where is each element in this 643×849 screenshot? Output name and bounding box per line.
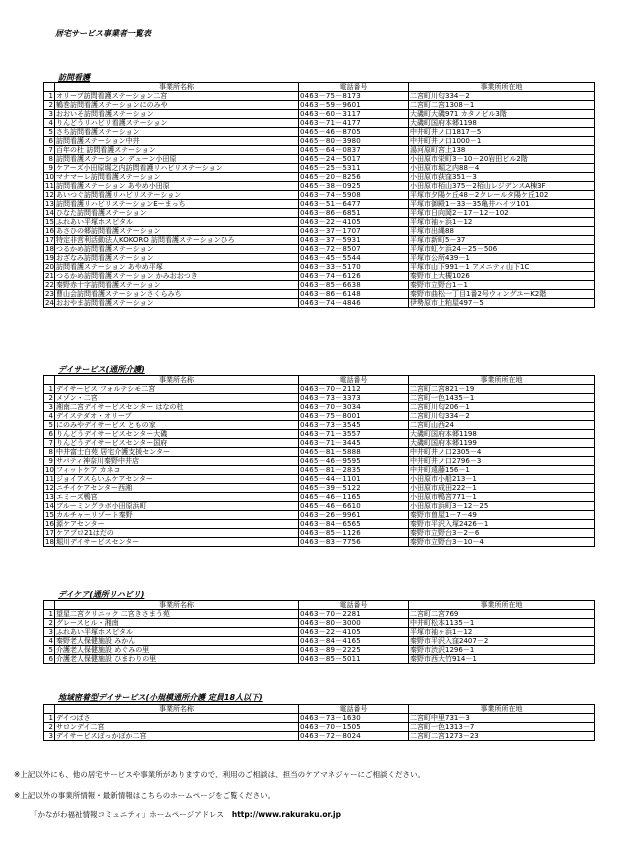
table-row: [44, 619, 595, 628]
table-row: [44, 191, 595, 200]
facility-name: サバティ神奈川秦野中井店: [55, 457, 299, 466]
site-label: 「かながわ福祉情報コミュニティ」ホームページアドレス: [30, 810, 224, 819]
row-number: 2: [44, 394, 55, 403]
table-row: [44, 493, 595, 502]
phone-number: 0465－46－9595: [299, 457, 409, 466]
phone-number: 0463－72－8507: [299, 245, 409, 254]
row-number: 20: [45, 263, 54, 271]
facility-address: 中井町松本1135－1: [409, 619, 595, 628]
facility-name: りんどうリハビリ看護ステーション: [55, 119, 299, 128]
header-address: 事業所所在地: [409, 83, 595, 92]
row-number: 10: [45, 466, 54, 474]
row-number: 19: [45, 254, 54, 262]
phone-number: 0463－85－6638: [299, 281, 409, 290]
facility-address: 小田原市成田222－1: [409, 484, 595, 493]
row-number: 9: [44, 164, 55, 173]
facility-name: カルチャーリゾート秦野: [55, 511, 299, 520]
table-row: [44, 502, 595, 511]
phone-number: 0463－72－8024: [299, 732, 409, 741]
row-number: 14: [45, 209, 54, 217]
facility-address: 中井町井ノ口1000－1: [409, 137, 595, 146]
table-row: [44, 520, 595, 529]
phone-number: 0465－81－5888: [299, 448, 409, 457]
table-row: [44, 281, 595, 290]
phone-number: 0463－74－6126: [299, 272, 409, 281]
table-row: [44, 155, 595, 164]
facility-name: フィットケア カネコ: [55, 466, 299, 475]
table-row: [44, 628, 595, 637]
table-row: [44, 610, 595, 619]
facility-name: ブルーミングラボ小田原浜町: [55, 502, 299, 511]
facility-address: 秦野市平沢入窪2407－2: [409, 637, 595, 646]
table-row: [44, 110, 595, 119]
header-number: [44, 601, 55, 610]
row-number: 1: [44, 92, 55, 101]
row-number: 4: [44, 637, 55, 646]
facility-name: 鶴巻訪問看護ステーションにのみや: [55, 101, 299, 110]
facility-name: おおやま訪問看護ステーション: [55, 299, 299, 308]
facility-address: 湯河原町宮上138: [409, 146, 595, 155]
row-number: 12: [45, 191, 54, 199]
facility-address: 二宮町川匂334－2: [409, 412, 595, 421]
phone-number: 0465－64－0837: [299, 146, 409, 155]
phone-number: 0463－59－9601: [299, 101, 409, 110]
row-number: 11: [45, 182, 54, 190]
table-row: [44, 646, 595, 655]
row-number: 16: [45, 520, 54, 528]
table-header-row: [44, 83, 595, 92]
phone-number: 0463－73－3373: [299, 394, 409, 403]
facility-name: 中井富士白苑 居宅介護支援センター: [55, 448, 299, 457]
facility-address: 二宮町川匂334－2: [409, 92, 595, 101]
facility-name: 訪問看護リハビリステーションEーまっち: [55, 200, 299, 209]
table-row: [44, 511, 595, 520]
table-row: [44, 164, 595, 173]
table-home-nursing: [43, 82, 595, 308]
facility-name: 秦野赤十字訪問看護ステーション: [55, 281, 299, 290]
row-number: 13: [45, 493, 54, 501]
phone-number: 0463－73－3545: [299, 421, 409, 430]
row-number: 22: [45, 281, 54, 289]
phone-number: 0463－83－7756: [299, 538, 409, 547]
row-number: 4: [44, 119, 55, 128]
table-row: [44, 227, 595, 236]
facility-address: 平塚市御殿1－33－35亀井ハイツ101: [409, 200, 595, 209]
header-name: 事業所名称: [55, 376, 299, 385]
site-url-link[interactable]: http://www.rakuraku.or.jp: [231, 810, 341, 819]
facility-name: ふれあい平塚ホスピタル: [55, 628, 299, 637]
row-number: 2: [44, 619, 55, 628]
facility-address: 秦野市立野台3－10－4: [409, 538, 595, 547]
table-row: [44, 263, 595, 272]
phone-number: 0465－25－5311: [299, 164, 409, 173]
facility-name: デイサービス フォルテシモ二宮: [55, 385, 299, 394]
table-row: [44, 714, 595, 723]
facility-name: おおいそ訪問看護ステーション: [55, 110, 299, 119]
facility-address: 小田原市小船213－1: [409, 475, 595, 484]
header-tel: 電話番号: [299, 705, 409, 714]
phone-number: 0463－60－3117: [299, 110, 409, 119]
table-row: [44, 218, 595, 227]
row-number: 5: [44, 646, 55, 655]
facility-address: 二宮町二宮821－19: [409, 385, 595, 394]
phone-number: 0463－84－4165: [299, 637, 409, 646]
row-number: 8: [44, 448, 55, 457]
phone-number: 0463－71－3445: [299, 439, 409, 448]
facility-address: 平塚市日向岡2－17－12－102: [409, 209, 595, 218]
facility-address: 平塚市新町5－37: [409, 236, 595, 245]
row-number: 10: [45, 173, 54, 181]
row-number: 24: [45, 299, 54, 307]
row-number: 17: [45, 236, 54, 244]
facility-address: 二宮町中里731－3: [409, 714, 595, 723]
phone-number: 0465－80－3980: [299, 137, 409, 146]
facility-name: 堀川デイサービスセンター: [55, 538, 299, 547]
phone-number: 0465－39－5122: [299, 484, 409, 493]
header-tel: 電話番号: [299, 83, 409, 92]
facility-address: 平塚市袖ヶ浜1－12: [409, 628, 595, 637]
facility-name: 湘南二宮デイサービスセンター はなの杜: [55, 403, 299, 412]
facility-name: マナマーレ訪問看護ステーション: [55, 173, 299, 182]
row-number: 2: [44, 723, 55, 732]
facility-address: 小田原市鴨宮771－1: [409, 493, 595, 502]
facility-name: メゾン・二宮: [55, 394, 299, 403]
phone-number: 0463－70－1505: [299, 723, 409, 732]
phone-number: 0463－37－1707: [299, 227, 409, 236]
table-row: [44, 92, 595, 101]
row-number: 2: [44, 101, 55, 110]
row-number: 7: [44, 146, 55, 155]
phone-number: 0465－46－6610: [299, 502, 409, 511]
phone-number: 0463－86－6148: [299, 290, 409, 299]
facility-name: にのみやデイサービス ともの家: [55, 421, 299, 430]
facility-name: 訪問看護ステーション デューン小田原: [55, 155, 299, 164]
phone-number: 0463－89－2225: [299, 646, 409, 655]
table-row: [44, 394, 595, 403]
row-number: 16: [45, 227, 54, 235]
table-row: [44, 466, 595, 475]
facility-name: グレースヒル・湘南: [55, 619, 299, 628]
facility-name: あさひの郷訪問看護ステーション: [55, 227, 299, 236]
header-name: 事業所名称: [55, 83, 299, 92]
header-number: [44, 705, 55, 714]
facility-address: 大磯町国府本郷1199: [409, 439, 595, 448]
row-number: 21: [45, 272, 54, 280]
facility-name: デイサービスぽっかぽか二宮: [55, 732, 299, 741]
table-row: [44, 538, 595, 547]
row-number: 5: [44, 128, 55, 137]
table-row: [44, 119, 595, 128]
phone-number: 0463－73－1630: [299, 714, 409, 723]
facility-address: 中井町井ノ口1817－5: [409, 128, 595, 137]
facility-address: 二宮町二宮1308－1: [409, 101, 595, 110]
header-number: [44, 376, 55, 385]
phone-number: 0465－20－8256: [299, 173, 409, 182]
row-number: 6: [44, 430, 55, 439]
table-row: [44, 173, 595, 182]
facility-address: 秦野市曲松一丁目1番2号ウィングユーK2階: [409, 290, 595, 299]
note-website: [30, 809, 341, 820]
row-number: 3: [44, 732, 55, 741]
row-number: 1: [44, 714, 55, 723]
row-number: 1: [44, 610, 55, 619]
table-row: [44, 182, 595, 191]
table-row: [44, 529, 595, 538]
row-number: 3: [44, 110, 55, 119]
row-number: 15: [45, 511, 54, 519]
page-title: 居宅サービス事業者一覧表: [55, 29, 151, 38]
row-number: 8: [44, 155, 55, 164]
section-title-day-care: デイケア(通所リハビリ): [58, 590, 145, 599]
facility-address: 秦野市立野台3－2－6: [409, 529, 595, 538]
table-row: [44, 128, 595, 137]
facility-name: 百年の杜 訪問看護ステーション: [55, 146, 299, 155]
facility-name: 特定非営利活動法人KOKORO 訪問看護ステーションひろ: [55, 236, 299, 245]
table-row: [44, 430, 595, 439]
row-number: 6: [44, 655, 55, 664]
row-number: 6: [44, 137, 55, 146]
facility-name: ケアプロ21はだの: [55, 529, 299, 538]
phone-number: 0463－70－2281: [299, 610, 409, 619]
facility-address: 平塚市夕陽ケ丘48－2クレールタ陽ケ丘102: [409, 191, 595, 200]
phone-number: 0465－38－0925: [299, 182, 409, 191]
row-number: 12: [45, 484, 54, 492]
facility-name: サロンデイ二宮: [55, 723, 299, 732]
facility-address: 平塚市山下991－1 アメニティ山下1C: [409, 263, 595, 272]
facility-address: 小田原市堀之内88－4: [409, 164, 595, 173]
facility-name: りんどうデイサービスセンター大磯: [55, 430, 299, 439]
table-row: [44, 439, 595, 448]
facility-name: ニチイケアセンター西湘: [55, 484, 299, 493]
phone-number: 0463－71－3557: [299, 430, 409, 439]
facility-name: つるかめ訪問看護ステーション: [55, 245, 299, 254]
table-row: [44, 457, 595, 466]
section-title-home-nursing: 訪問看護: [58, 73, 90, 82]
row-number: 18: [45, 245, 54, 253]
facility-name: ひなた訪問看護ステーション: [55, 209, 299, 218]
phone-number: 0463－86－6851: [299, 209, 409, 218]
facility-name: あいつぐ訪問看護リハビリステーション: [55, 191, 299, 200]
facility-name: ジョイアスらいふケアセンター: [55, 475, 299, 484]
facility-address: 中井町遠藤156－1: [409, 466, 595, 475]
facility-name: 訪問看護ステーション中井: [55, 137, 299, 146]
phone-number: 0463－85－1126: [299, 529, 409, 538]
table-row: [44, 412, 595, 421]
table-row: [44, 484, 595, 493]
facility-name: りんどうデイサービスセンター国府: [55, 439, 299, 448]
table-row: [44, 254, 595, 263]
table-row: [44, 637, 595, 646]
phone-number: 0463－51－6477: [299, 200, 409, 209]
facility-address: 平塚市出縄88: [409, 227, 595, 236]
header-name: 事業所名称: [55, 601, 299, 610]
facility-address: 二宮町一色1435－1: [409, 394, 595, 403]
table-row: [44, 200, 595, 209]
phone-number: 0465－24－5017: [299, 155, 409, 164]
facility-name: 秦野老人保健施設 みかん: [55, 637, 299, 646]
phone-number: 0463－80－3000: [299, 619, 409, 628]
row-number: 1: [44, 385, 55, 394]
table-header-row: [44, 601, 595, 610]
phone-number: 0463－22－4105: [299, 628, 409, 637]
row-number: 4: [44, 412, 55, 421]
table-row: [44, 385, 595, 394]
facility-address: 大磯町国府本郷1198: [409, 119, 595, 128]
table-header-row: [44, 376, 595, 385]
table-row: [44, 101, 595, 110]
row-number: 7: [44, 439, 55, 448]
phone-number: 0465－46－8705: [299, 128, 409, 137]
row-number: 3: [44, 403, 55, 412]
row-number: 13: [45, 200, 54, 208]
table-row: [44, 655, 595, 664]
phone-number: 0463－45－5544: [299, 254, 409, 263]
table-row: [44, 403, 595, 412]
facility-address: 平塚市公所439－1: [409, 254, 595, 263]
facility-address: 小田原市栄町3－10－20岩田ビル2階: [409, 155, 595, 164]
facility-name: ケアーズ小田原堀之内訪問看護リハビリステーション: [55, 164, 299, 173]
phone-number: 0463－33－5170: [299, 263, 409, 272]
facility-address: 二宮町二宮769: [409, 610, 595, 619]
table-row: [44, 448, 595, 457]
facility-name: ふれあい平塚ホスピタル: [55, 218, 299, 227]
facility-address: 中井町井ノ口2796－3: [409, 457, 595, 466]
phone-number: 0465－44－1101: [299, 475, 409, 484]
facility-address: 中井町井ノ口2305－4: [409, 448, 595, 457]
facility-address: 平塚市袖ヶ浜1－12: [409, 218, 595, 227]
table-row: [44, 236, 595, 245]
facility-name: オリーブ訪問看護ステーション二宮: [55, 92, 299, 101]
facility-address: 小田原市浜町3－12－25: [409, 502, 595, 511]
facility-name: 介護老人保健施設 ひまわりの里: [55, 655, 299, 664]
facility-name: デイつばさ: [55, 714, 299, 723]
facility-address: 二宮町川匂206－1: [409, 403, 595, 412]
note-other-services: ※上記以外にも、他の居宅サービスや事業所がありますので、利用のご相談は、担当のケアマネジャーにご相談ください。: [14, 770, 425, 779]
facility-address: 二宮町一色1313－7: [409, 723, 595, 732]
phone-number: 0463－70－3034: [299, 403, 409, 412]
facility-name: 曹山会訪問看護ステーションさくらみち: [55, 290, 299, 299]
facility-name: デイステダオ・オリーブ: [55, 412, 299, 421]
row-number: 3: [44, 628, 55, 637]
phone-number: 0463－70－2112: [299, 385, 409, 394]
phone-number: 0463－22－4105: [299, 218, 409, 227]
section-title-day-service: デイサービス(通所介護): [58, 365, 145, 374]
facility-name: 望星二宮クリニック 二宮きさまう苑: [55, 610, 299, 619]
facility-address: 大磯町国府本郷1198: [409, 430, 595, 439]
phone-number: 0463－71－4177: [299, 119, 409, 128]
header-address: 事業所所在地: [409, 376, 595, 385]
facility-address: 秦野市渋沢1296－1: [409, 646, 595, 655]
phone-number: 0463－75－8173: [299, 92, 409, 101]
row-number: 17: [45, 529, 54, 537]
table-row: [44, 146, 595, 155]
facility-name: 訪問看護ステーション あやめ平塚: [55, 263, 299, 272]
header-name: 事業所名称: [55, 705, 299, 714]
table-day-care: [43, 600, 595, 664]
facility-name: 訪問看護ステーション あやめ小田原: [55, 182, 299, 191]
header-address: 事業所所在地: [409, 601, 595, 610]
phone-number: 0463－75－8001: [299, 412, 409, 421]
facility-address: 二宮町二宮1273－23: [409, 732, 595, 741]
phone-number: 0463－26－9961: [299, 511, 409, 520]
phone-number: 0465－81－2835: [299, 466, 409, 475]
table-row: [44, 245, 595, 254]
table-row: [44, 732, 595, 741]
facility-address: 秦野市平沢入塚2426－1: [409, 520, 595, 529]
row-number: 5: [44, 421, 55, 430]
table-community-day-service: [43, 704, 595, 741]
facility-name: さち訪問看護ステーション: [55, 128, 299, 137]
facility-name: 源ケアセンター: [55, 520, 299, 529]
facility-name: おざなみ訪問看護ステーション: [55, 254, 299, 263]
phone-number: 0463－74－4846: [299, 299, 409, 308]
row-number: 9: [44, 457, 55, 466]
row-number: 14: [45, 502, 54, 510]
header-number: [44, 83, 55, 92]
facility-name: つるかめ訪問看護ステーション かみおおつき: [55, 272, 299, 281]
facility-address: 二宮町山西24: [409, 421, 595, 430]
facility-address: 秦野市曽屋1－7－49: [409, 511, 595, 520]
phone-number: 0465－46－1165: [299, 493, 409, 502]
phone-number: 0463－85－5011: [299, 655, 409, 664]
facility-address: 小田原市栢山375－2栢山レジデンスA棟3F: [409, 182, 595, 191]
table-row: [44, 299, 595, 308]
table-row: [44, 272, 595, 281]
facility-address: 平塚市虹ケ浜24－25－506: [409, 245, 595, 254]
header-tel: 電話番号: [299, 601, 409, 610]
row-number: 23: [45, 290, 54, 298]
table-row: [44, 137, 595, 146]
facility-address: 伊勢原市上粕屋497－5: [409, 299, 595, 308]
facility-address: 大磯町大磯971 カタノビル3階: [409, 110, 595, 119]
table-header-row: [44, 705, 595, 714]
section-title-community-day-service: 地域密着型デイサービス(小規模通所介護 定員18人以下): [58, 693, 263, 702]
table-row: [44, 475, 595, 484]
facility-address: 小田原市荻窪351－3: [409, 173, 595, 182]
header-tel: 電話番号: [299, 376, 409, 385]
facility-name: エミーズ鴨宮: [55, 493, 299, 502]
facility-address: 秦野市西大竹914－1: [409, 655, 595, 664]
table-row: [44, 723, 595, 732]
table-row: [44, 209, 595, 218]
facility-name: 介護老人保健施設 めぐみの里: [55, 646, 299, 655]
table-row: [44, 290, 595, 299]
row-number: 15: [45, 218, 54, 226]
row-number: 18: [45, 538, 54, 546]
header-address: 事業所所在地: [409, 705, 595, 714]
phone-number: 0463－84－6565: [299, 520, 409, 529]
phone-number: 0463－37－5931: [299, 236, 409, 245]
facility-address: 秦野市上大槻1026: [409, 272, 595, 281]
facility-address: 秦野市立野台1－1: [409, 281, 595, 290]
table-day-service: [43, 375, 595, 547]
table-row: [44, 421, 595, 430]
note-latest-info: ※上記以外の事業所情報・最新情報はこちらのホームページをご覧ください。: [14, 791, 276, 800]
row-number: 11: [45, 475, 54, 483]
phone-number: 0463－74－5908: [299, 191, 409, 200]
